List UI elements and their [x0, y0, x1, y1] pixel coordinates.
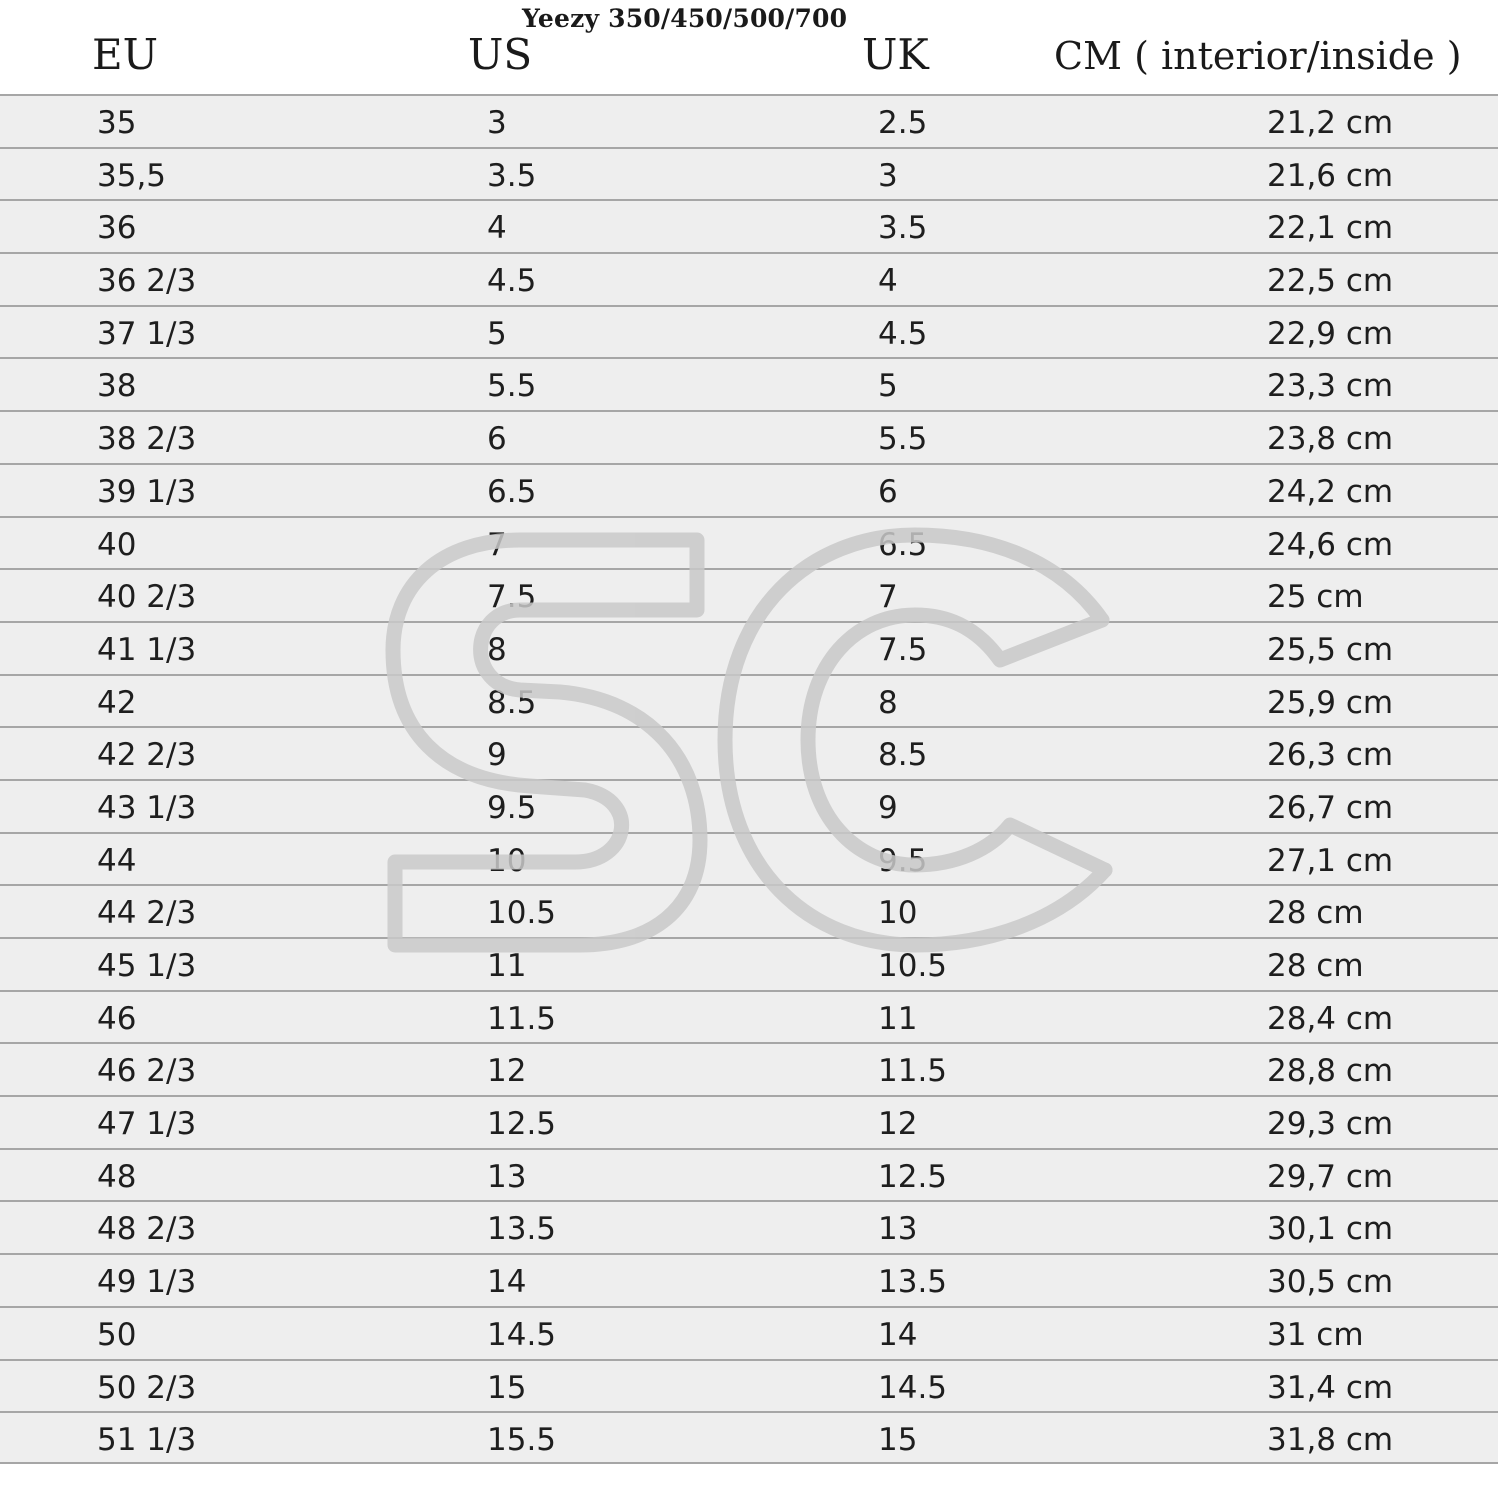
cell-us: 8.5	[487, 684, 537, 721]
cell-uk: 10.5	[878, 948, 948, 984]
table-row	[0, 94, 1498, 147]
cell-us: 9.5	[487, 789, 537, 826]
cell-eu: 44 2/3	[97, 895, 197, 932]
cell-cm: 25,9 cm	[1267, 684, 1394, 721]
cell-uk: 7	[878, 579, 898, 616]
cell-uk: 11.5	[878, 1053, 948, 1090]
cell-uk: 7.5	[878, 631, 928, 668]
cell-us: 10.5	[487, 895, 557, 932]
cell-us: 3	[487, 105, 507, 141]
cell-cm: 31 cm	[1267, 1316, 1364, 1353]
cell-cm: 21,2 cm	[1267, 105, 1394, 141]
chart-title: Yeezy 350/450/500/700	[522, 4, 848, 33]
table-row	[0, 199, 1498, 252]
cell-uk: 6.5	[878, 526, 928, 563]
cell-cm: 25,5 cm	[1267, 631, 1394, 668]
cell-eu: 38 2/3	[97, 421, 197, 458]
cell-us: 10	[487, 842, 527, 879]
cell-uk: 6	[878, 473, 898, 510]
header-uk: UK	[862, 30, 929, 79]
cell-cm: 31,8 cm	[1267, 1422, 1394, 1459]
cell-us: 5.5	[487, 368, 537, 405]
cell-eu: 45 1/3	[97, 948, 197, 984]
cell-cm: 29,3 cm	[1267, 1106, 1394, 1143]
cell-cm: 28,4 cm	[1267, 1000, 1394, 1037]
table-row	[0, 832, 1498, 885]
table-row	[0, 726, 1498, 779]
cell-us: 6.5	[487, 473, 537, 510]
cell-eu: 46	[97, 1000, 137, 1037]
cell-eu: 40	[97, 526, 137, 563]
cell-cm: 30,5 cm	[1267, 1264, 1394, 1301]
table-row	[0, 1042, 1498, 1095]
header-eu: EU	[92, 30, 159, 79]
table-row	[0, 1253, 1498, 1306]
cell-eu: 37 1/3	[97, 315, 197, 352]
table-row	[0, 1200, 1498, 1253]
cell-uk: 11	[878, 1000, 918, 1037]
cell-uk: 14	[878, 1316, 918, 1353]
table-row	[0, 1095, 1498, 1148]
cell-us: 12	[487, 1053, 527, 1090]
table-header	[0, 0, 1500, 94]
cell-uk: 12.5	[878, 1158, 948, 1195]
cell-eu: 48 2/3	[97, 1211, 197, 1248]
cell-uk: 15	[878, 1422, 918, 1459]
cell-cm: 28 cm	[1267, 948, 1364, 984]
cell-us: 4.5	[487, 263, 537, 300]
table-row	[0, 1148, 1498, 1201]
cell-eu: 51 1/3	[97, 1422, 197, 1459]
cell-us: 14.5	[487, 1316, 557, 1353]
cell-us: 11.5	[487, 1000, 557, 1037]
table-row	[0, 1359, 1498, 1412]
cell-cm: 26,7 cm	[1267, 789, 1394, 826]
table-row	[0, 1306, 1498, 1359]
cell-eu: 35,5	[97, 157, 167, 194]
cell-cm: 28,8 cm	[1267, 1053, 1394, 1090]
cell-uk: 9.5	[878, 842, 928, 879]
cell-uk: 3.5	[878, 210, 928, 247]
cell-us: 13.5	[487, 1211, 557, 1248]
cell-eu: 41 1/3	[97, 631, 197, 668]
cell-us: 7.5	[487, 579, 537, 616]
table-row	[0, 147, 1498, 200]
cell-eu: 43 1/3	[97, 789, 197, 826]
cell-eu: 38	[97, 368, 137, 405]
cell-uk: 12	[878, 1106, 918, 1143]
cell-us: 11	[487, 948, 527, 984]
cell-us: 15	[487, 1369, 527, 1406]
cell-us: 8	[487, 631, 507, 668]
cell-uk: 4	[878, 263, 898, 300]
cell-eu: 36 2/3	[97, 263, 197, 300]
table-row	[0, 568, 1498, 621]
cell-cm: 26,3 cm	[1267, 737, 1394, 774]
table-row	[0, 410, 1498, 463]
cell-us: 7	[487, 526, 507, 563]
cell-eu: 35	[97, 105, 137, 141]
cell-cm: 21,6 cm	[1267, 157, 1394, 194]
cell-us: 4	[487, 210, 507, 247]
table-row	[0, 779, 1498, 832]
cell-uk: 10	[878, 895, 918, 932]
cell-cm: 29,7 cm	[1267, 1158, 1394, 1195]
cell-eu: 36	[97, 210, 137, 247]
cell-us: 5	[487, 315, 507, 352]
cell-us: 15.5	[487, 1422, 557, 1459]
table-row	[0, 1411, 1498, 1464]
cell-us: 13	[487, 1158, 527, 1195]
cell-cm: 24,6 cm	[1267, 526, 1394, 563]
size-table	[0, 94, 1498, 1464]
cell-cm: 22,1 cm	[1267, 210, 1394, 247]
cell-cm: 31,4 cm	[1267, 1369, 1394, 1406]
cell-eu: 49 1/3	[97, 1264, 197, 1301]
header-us: US	[468, 30, 533, 79]
cell-cm: 23,3 cm	[1267, 368, 1394, 405]
cell-eu: 50 2/3	[97, 1369, 197, 1406]
cell-uk: 2.5	[878, 105, 928, 141]
cell-uk: 4.5	[878, 315, 928, 352]
cell-uk: 3	[878, 157, 898, 194]
cell-cm: 27,1 cm	[1267, 842, 1394, 879]
table-row	[0, 516, 1498, 569]
table-row	[0, 463, 1498, 516]
cell-cm: 28 cm	[1267, 895, 1364, 932]
cell-uk: 9	[878, 789, 898, 826]
header-cm: CM ( interior/inside )	[1054, 34, 1462, 78]
cell-eu: 39 1/3	[97, 473, 197, 510]
cell-uk: 8.5	[878, 737, 928, 774]
cell-eu: 48	[97, 1158, 137, 1195]
cell-eu: 42	[97, 684, 137, 721]
cell-eu: 42 2/3	[97, 737, 197, 774]
table-row	[0, 937, 1498, 990]
cell-cm: 23,8 cm	[1267, 421, 1394, 458]
table-row	[0, 674, 1498, 727]
cell-uk: 13	[878, 1211, 918, 1248]
table-row	[0, 621, 1498, 674]
table-row	[0, 252, 1498, 305]
cell-us: 9	[487, 737, 507, 774]
table-row	[0, 357, 1498, 410]
cell-us: 3.5	[487, 157, 537, 194]
cell-us: 14	[487, 1264, 527, 1301]
table-row	[0, 305, 1498, 358]
cell-us: 6	[487, 421, 507, 458]
cell-us: 12.5	[487, 1106, 557, 1143]
cell-cm: 25 cm	[1267, 579, 1364, 616]
table-row	[0, 884, 1498, 937]
cell-cm: 22,5 cm	[1267, 263, 1394, 300]
cell-uk: 5.5	[878, 421, 928, 458]
cell-cm: 24,2 cm	[1267, 473, 1394, 510]
cell-uk: 5	[878, 368, 898, 405]
cell-eu: 40 2/3	[97, 579, 197, 616]
cell-cm: 30,1 cm	[1267, 1211, 1394, 1248]
cell-eu: 44	[97, 842, 137, 879]
cell-eu: 47 1/3	[97, 1106, 197, 1143]
cell-uk: 13.5	[878, 1264, 948, 1301]
cell-uk: 14.5	[878, 1369, 948, 1406]
cell-eu: 50	[97, 1316, 137, 1353]
cell-uk: 8	[878, 684, 898, 721]
table-row	[0, 990, 1498, 1043]
cell-eu: 46 2/3	[97, 1053, 197, 1090]
cell-cm: 22,9 cm	[1267, 315, 1394, 352]
